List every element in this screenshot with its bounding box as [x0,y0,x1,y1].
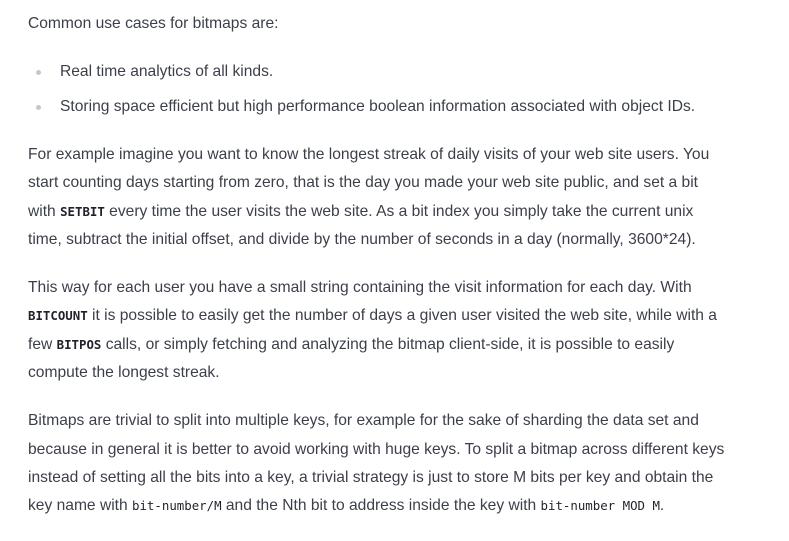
inline-code-bit-number-mod: bit-number MOD M [540,498,660,514]
text: compute the longest streak. [28,364,220,382]
text: start counting days starting from zero, that is the day you made your web site public, and set a bit [28,174,699,192]
text: time, subtract the initial offset, and divide by the number of seconds in a day (normally, 3600*24). [28,230,696,248]
paragraph-line [28,359,784,387]
text: instead of setting all the bits into a key, a trivial strategy is just to store M bits per key and obtain the [28,468,714,486]
inline-code-bit-number-div: bit-number/M [132,498,222,514]
text: For example imagine you want to know the longest streak of daily visits of your web site users. You [28,146,710,163]
intro-text: Common use cases for bitmaps are: [28,15,279,32]
list-item-text: Real time analytics of all kinds. [60,63,274,80]
text: Bitmaps are trivial to split into multiple keys, for example for the sake of sharding the data set and [28,412,699,430]
list-item [28,58,784,86]
text: This way for each user you have a small string containing the visit information for each day. With [28,279,692,297]
paragraph-streak-example [28,141,784,254]
bullet-dot-icon [36,70,41,75]
list-item [28,93,784,121]
doc-content [28,10,784,541]
paragraph-line [28,436,784,464]
text: and the Nth bit to address inside the key with [221,497,541,515]
paragraph-line [28,302,784,330]
paragraph-line [28,169,784,197]
command-link-bitpos[interactable]: BITPOS [56,336,102,352]
paragraph-line [28,492,784,520]
text: every time the user visits the web site. As a bit index you simply take the current unix [104,202,694,220]
text: . [659,497,665,515]
paragraph-sharding [28,407,784,520]
paragraph-line [28,141,784,169]
text: with [28,202,61,220]
command-link-bitcount[interactable]: BITCOUNT [28,308,88,324]
command-link-setbit[interactable]: SETBIT [60,203,105,219]
paragraph-line [28,331,784,359]
text: few [28,335,57,353]
text: it is possible to easily get the number of days a given user visited the web site, while with a [87,307,717,325]
text: because in general it is better to avoid working with huge keys. To split a bitmap across different keys [28,440,725,458]
list-item-text: Storing space efficient but high performance boolean information associated with object IDs. [60,98,696,115]
bullet-dot-icon [36,105,41,110]
paragraph-line [28,274,784,302]
paragraph-line [28,464,784,492]
paragraph-line [28,198,784,226]
paragraph-line [28,407,784,435]
text: calls, or simply fetching and analyzing the bitmap client-side, it is possible to easily [101,335,675,353]
use-case-list [28,58,784,121]
paragraph-per-user [28,274,784,387]
text: key name with [28,497,133,515]
paragraph-line [28,226,784,254]
